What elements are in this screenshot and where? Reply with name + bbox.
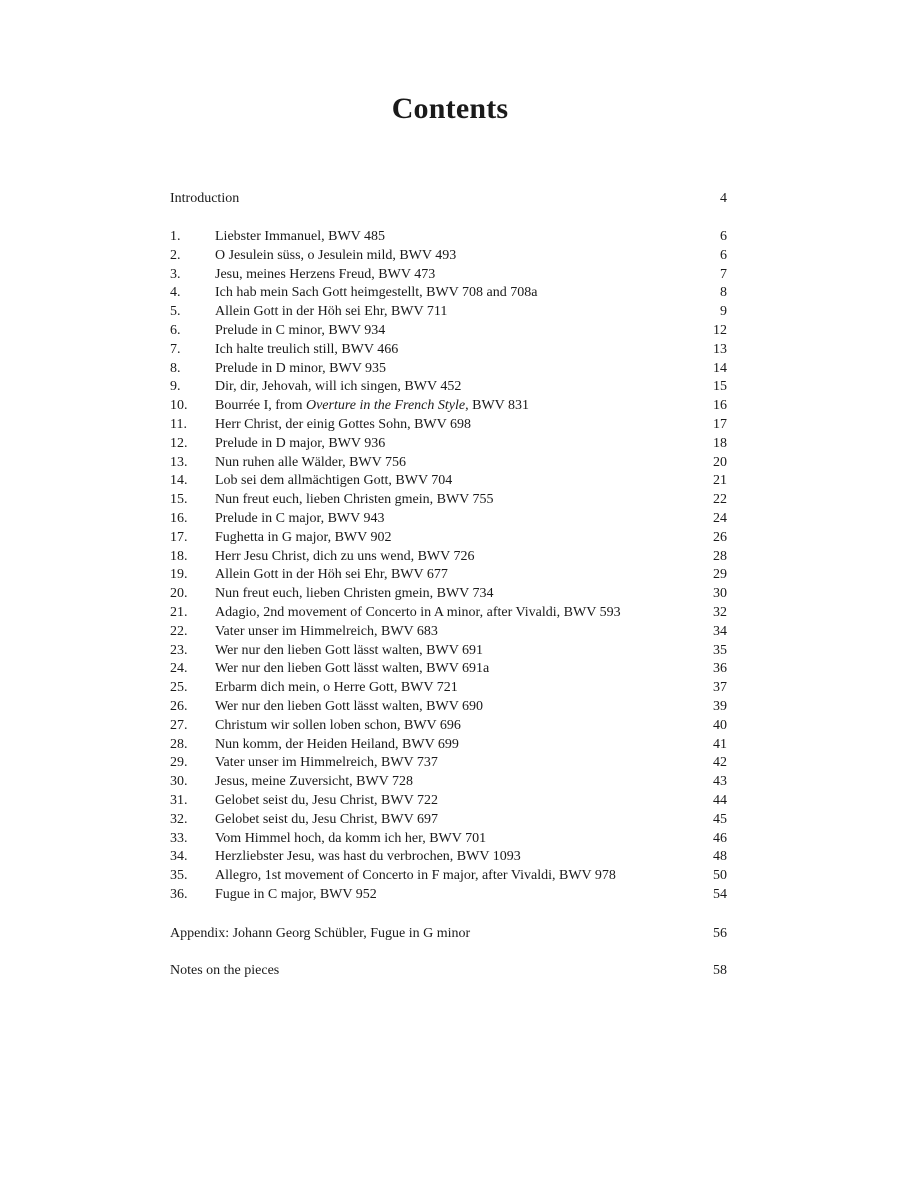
piece-title: Allegro, 1st movement of Concerto in F major, after Vivaldi, BWV 978: [215, 868, 616, 884]
piece-title: Prelude in C major, BWV 943: [215, 510, 385, 526]
piece-page-number: 21: [713, 473, 727, 489]
piece-title: Erbarm dich mein, o Herre Gott, BWV 721: [215, 680, 458, 696]
piece-number: 28.: [170, 736, 188, 752]
piece-page-number: 37: [713, 680, 727, 696]
toc-piece-row: [170, 416, 727, 435]
piece-title: Liebster Immanuel, BWV 485: [215, 229, 386, 244]
piece-title: Fughetta in G major, BWV 902: [215, 529, 392, 545]
piece-number: 17.: [170, 529, 188, 545]
piece-page-number: 50: [713, 868, 727, 884]
piece-number: 18.: [170, 548, 188, 564]
toc-piece-row: [170, 604, 727, 623]
toc-piece-row: [170, 679, 727, 698]
piece-title: Nun komm, der Heiden Heiland, BWV 699: [215, 736, 459, 752]
piece-number: 1.: [170, 229, 181, 244]
piece-page-number: 35: [713, 642, 727, 658]
piece-title: Wer nur den lieben Gott lässt walten, BWV 690: [215, 698, 484, 714]
toc-piece-row: [170, 848, 727, 867]
piece-number: 23.: [170, 642, 188, 658]
piece-title: Vater unser im Himmelreich, BWV 683: [215, 623, 438, 639]
toc-piece-row: [170, 435, 727, 454]
piece-title: Jesus, meine Zuversicht, BWV 728: [215, 774, 414, 790]
piece-number: 33.: [170, 830, 188, 846]
piece-number: 8.: [170, 360, 181, 376]
piece-number: 20.: [170, 586, 188, 602]
piece-title-part: , BWV 831: [465, 398, 530, 414]
piece-title: Christum wir sollen loben schon, BWV 696: [215, 717, 461, 733]
piece-title-italic: Overture in the French Style: [305, 398, 466, 414]
toc-entry: [170, 925, 727, 944]
piece-page-number: 16: [713, 398, 727, 414]
toc-notes: [170, 962, 727, 981]
toc-appendix: [170, 925, 727, 944]
piece-page-number: 20: [713, 454, 727, 470]
toc-piece-row: [170, 491, 727, 510]
piece-title: Adagio, 2nd movement of Concerto in A minor, after Vivaldi, BWV 593: [215, 604, 621, 620]
piece-page-number: 42: [713, 755, 727, 771]
piece-title: Dir, dir, Jehovah, will ich singen, BWV 452: [215, 379, 462, 395]
piece-title: Fugue in C major, BWV 952: [215, 886, 377, 902]
piece-page-number: 43: [713, 774, 727, 790]
toc-piece-row: [170, 642, 727, 661]
piece-page-number: 18: [713, 435, 727, 451]
piece-number: 9.: [170, 379, 181, 395]
toc-piece-row: [170, 529, 727, 548]
piece-number: 31.: [170, 792, 188, 808]
piece-title: Nun freut euch, lieben Christen gmein, BWV 734: [215, 586, 494, 602]
piece-title: Wer nur den lieben Gott lässt walten, BWV 691: [215, 642, 484, 658]
piece-page-number: 45: [713, 811, 727, 827]
toc-piece-row: [170, 566, 727, 585]
piece-title: Prelude in D minor, BWV 935: [215, 360, 387, 376]
toc-piece-row: [170, 228, 727, 247]
piece-number: 35.: [170, 868, 188, 884]
toc-piece-row: [170, 717, 727, 736]
piece-page-number: 9: [720, 304, 727, 320]
page-title: Contents: [391, 92, 509, 125]
piece-number: 21.: [170, 604, 188, 620]
piece-page-number: 24: [713, 510, 727, 526]
piece-page-number: 13: [713, 341, 727, 357]
toc-piece-row: [170, 303, 727, 322]
toc-piece-row: [170, 510, 727, 529]
piece-number: 6.: [170, 322, 181, 338]
piece-title: Allein Gott in der Höh sei Ehr, BWV 677: [215, 567, 448, 583]
piece-title: Prelude in D major, BWV 936: [215, 435, 386, 451]
piece-title: Gelobet seist du, Jesu Christ, BWV 722: [215, 792, 438, 808]
piece-number: 30.: [170, 774, 188, 790]
toc-piece-row: [170, 792, 727, 811]
piece-number: 34.: [170, 849, 188, 865]
piece-page-number: 34: [713, 623, 727, 639]
piece-number: 4.: [170, 285, 181, 301]
toc-piece-row: [170, 811, 727, 830]
toc-piece-row: [170, 378, 727, 397]
piece-number: 19.: [170, 567, 188, 583]
piece-page-number: 26: [713, 529, 727, 545]
toc-piece-row: [170, 754, 727, 773]
piece-page-number: 6: [720, 229, 727, 244]
toc-piece-row: [170, 623, 727, 642]
piece-number: 32.: [170, 811, 188, 827]
toc-piece-row: [170, 660, 727, 679]
piece-number: 14.: [170, 473, 188, 489]
piece-page-number: 28: [713, 548, 727, 564]
piece-page-number: 54: [713, 886, 727, 902]
piece-page-number: 22: [713, 492, 727, 508]
piece-page-number: 44: [713, 792, 727, 808]
piece-title: Ich hab mein Sach Gott heimgestellt, BWV 708 and 708a: [215, 285, 538, 301]
piece-number: 5.: [170, 304, 181, 320]
piece-title: Jesu, meines Herzens Freud, BWV 473: [215, 266, 436, 282]
toc-piece-row: [170, 341, 727, 360]
piece-title: Nun freut euch, lieben Christen gmein, BWV 755: [215, 492, 494, 508]
toc-entry-page: 58: [713, 963, 727, 978]
piece-page-number: 48: [713, 849, 727, 865]
piece-number: 12.: [170, 435, 188, 451]
piece-page-number: 30: [713, 586, 727, 602]
toc-piece-row: [170, 397, 727, 416]
toc-piece-row: [170, 360, 727, 379]
piece-title: O Jesulein süss, o Jesulein mild, BWV 493: [215, 247, 457, 263]
piece-title: Herr Jesu Christ, dich zu uns wend, BWV 726: [215, 548, 475, 564]
piece-title: Vom Himmel hoch, da komm ich her, BWV 701: [215, 830, 487, 846]
piece-number: 3.: [170, 266, 181, 282]
piece-title: Prelude in C minor, BWV 934: [215, 322, 386, 338]
toc-piece-row: [170, 322, 727, 341]
piece-page-number: 46: [713, 830, 727, 846]
toc-entry-page: 56: [713, 926, 727, 941]
toc-entry: [170, 190, 727, 209]
piece-page-number: 12: [713, 322, 727, 338]
toc-piece-row: [170, 266, 727, 285]
toc-entry-page: 4: [720, 191, 727, 206]
piece-title: Wer nur den lieben Gott lässt walten, BWV 691a: [215, 661, 490, 677]
piece-title: [215, 397, 529, 416]
piece-number: 7.: [170, 341, 181, 357]
toc-entry-label: Notes on the pieces: [170, 963, 280, 978]
toc-piece-row: [170, 867, 727, 886]
piece-number: 2.: [170, 247, 181, 263]
toc-piece-row: [170, 284, 727, 303]
piece-title: Nun ruhen alle Wälder, BWV 756: [215, 454, 406, 470]
piece-title: Gelobet seist du, Jesu Christ, BWV 697: [215, 811, 438, 827]
piece-page-number: 15: [713, 379, 727, 395]
piece-page-number: 29: [713, 567, 727, 583]
piece-page-number: 32: [713, 604, 727, 620]
piece-title: Lob sei dem allmächtigen Gott, BWV 704: [215, 473, 453, 489]
toc-entry-label: Appendix: Johann Georg Schübler, Fugue in G minor: [170, 926, 471, 941]
toc-pieces-list: [170, 228, 727, 905]
piece-page-number: 6: [720, 247, 727, 263]
toc-entry-label: Introduction: [170, 191, 240, 206]
piece-number: 26.: [170, 698, 188, 714]
piece-title: Herr Christ, der einig Gottes Sohn, BWV 698: [215, 416, 471, 432]
toc-introduction: [170, 190, 727, 209]
piece-number: 10.: [170, 398, 188, 414]
piece-number: 13.: [170, 454, 188, 470]
piece-number: 15.: [170, 492, 188, 508]
piece-title: Ich halte treulich still, BWV 466: [215, 341, 399, 357]
toc-piece-row: [170, 247, 727, 266]
toc-entry: [170, 962, 727, 981]
toc-piece-row: [170, 548, 727, 567]
piece-number: 11.: [170, 416, 187, 432]
toc-piece-row: [170, 454, 727, 473]
piece-page-number: 7: [720, 266, 727, 282]
toc-piece-row: [170, 886, 727, 905]
piece-title: Allein Gott in der Höh sei Ehr, BWV 711: [215, 304, 448, 320]
piece-page-number: 40: [713, 717, 727, 733]
piece-number: 22.: [170, 623, 188, 639]
toc-piece-row: [170, 773, 727, 792]
piece-page-number: 36: [713, 661, 727, 677]
piece-number: 27.: [170, 717, 188, 733]
piece-page-number: 14: [713, 360, 727, 376]
piece-page-number: 8: [720, 285, 727, 301]
toc-piece-row: [170, 736, 727, 755]
toc-piece-row: [170, 830, 727, 849]
piece-title: Herzliebster Jesu, was hast du verbrochen, BWV 1093: [215, 849, 521, 865]
piece-number: 36.: [170, 886, 188, 902]
toc-piece-row: [170, 698, 727, 717]
piece-number: 16.: [170, 510, 188, 526]
piece-title-part: Bourrée I, from: [215, 398, 306, 414]
piece-page-number: 41: [713, 736, 727, 752]
piece-page-number: 39: [713, 698, 727, 714]
piece-number: 24.: [170, 661, 188, 677]
toc-piece-row: [170, 585, 727, 604]
toc-piece-row: [170, 472, 727, 491]
piece-number: 29.: [170, 755, 188, 771]
piece-number: 25.: [170, 680, 188, 696]
piece-page-number: 17: [713, 416, 727, 432]
piece-title: Vater unser im Himmelreich, BWV 737: [215, 755, 438, 771]
